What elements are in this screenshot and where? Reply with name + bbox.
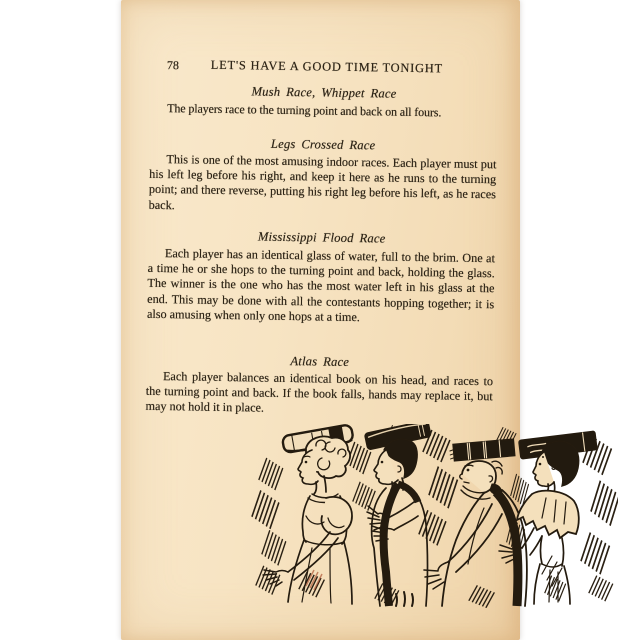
section-heading-atlas-race: Atlas Race	[290, 354, 350, 369]
paragraph-atlas-race: Each player balances an identical book on his head, and races to the turning point and back. If the book falls, hands may replace it, but may not hold it in place.	[145, 369, 494, 416]
figure-man-2	[365, 424, 431, 606]
running-head-title: LET'S HAVE A GOOD TIME TONIGHT	[210, 57, 444, 76]
running-header	[151, 57, 503, 78]
book-page	[121, 0, 520, 640]
paragraph-legs-crossed-race: This is one of the most amusing indoor races. Each player must put his left leg before his right, and keep it here as he runs to the turning point; and there reverse, putting his right leg before his left, as he races back.	[148, 152, 497, 212]
figure-stout-man-3	[424, 439, 527, 606]
book-icon	[449, 439, 514, 461]
page-number: 78	[166, 58, 180, 73]
paragraph-mush-whippet-race: The players race to the turning point and back on all fours.	[167, 101, 442, 120]
section-heading-mississippi-flood-race: Mississippi Flood Race	[257, 229, 386, 246]
paragraph-mississippi-flood-race: Each player has an identical glass of water, full to the brim. One at a time he or she hops to the turning point and back, holding the glass. The winner is the one who has the most water left in his glass at the end. This may be done with all the contestants hopping together; it is also amusing when only one hops at a time.	[146, 246, 496, 324]
section-heading-legs-crossed-race: Legs Crossed Race	[270, 136, 376, 153]
section-heading-mush-whippet-race: Mush Race, Whippet Race	[251, 84, 397, 101]
atlas-race-illustration	[246, 424, 618, 608]
